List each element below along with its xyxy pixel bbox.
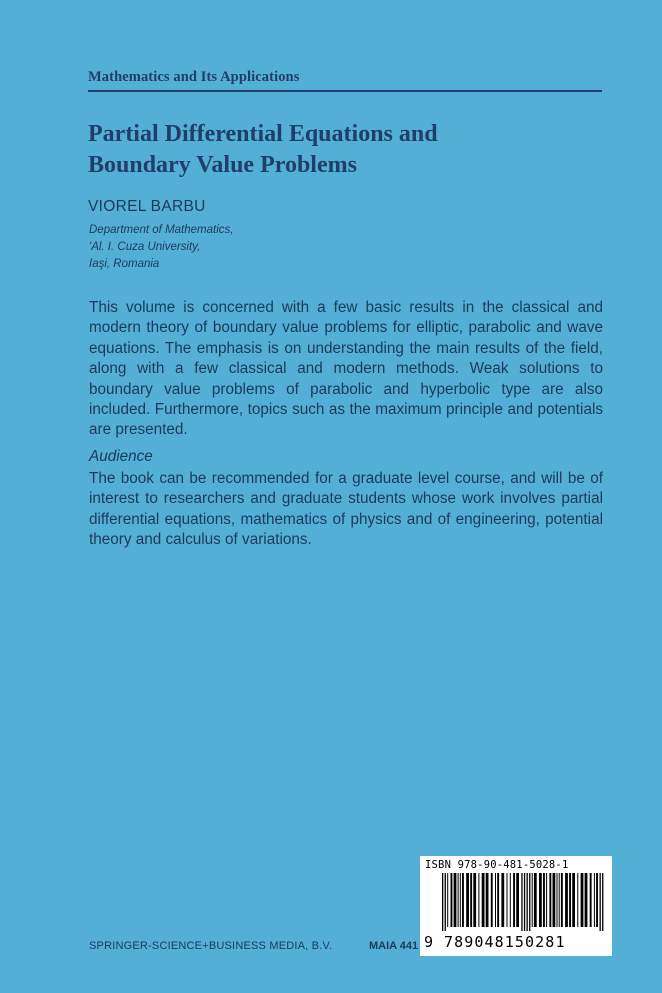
barcode-first-digit: 9: [424, 933, 434, 951]
barcode-bars: [442, 873, 606, 931]
audience-text: The book can be recommended for a graduate level course, and will be of interest to researchers and graduate students whose work involves partial differential equations, mathematics of physics and of engineering, potential theory and calculus of variations.: [89, 470, 603, 549]
barcode-bar: [539, 873, 542, 927]
barcode-bar: [572, 873, 575, 927]
barcode-bar: [565, 873, 568, 927]
barcode-bar: [521, 873, 522, 931]
affiliation-line-1: Department of Mathematics,: [89, 224, 234, 236]
barcode-bar: [497, 873, 499, 927]
affiliation-line-2: 'Al. I. Cuza University,: [89, 241, 201, 253]
barcode-bar: [577, 873, 578, 927]
barcode-label: [420, 856, 612, 956]
barcode-bar: [532, 873, 533, 927]
barcode-bar: [534, 873, 537, 927]
barcode-bar: [524, 873, 525, 931]
barcode-bar: [569, 873, 571, 927]
barcode-bar: [466, 873, 469, 927]
author-affiliation: [89, 222, 233, 273]
barcode-bar: [447, 873, 448, 927]
barcode-bar: [445, 873, 446, 931]
barcode-bar: [546, 873, 547, 927]
affiliation-line-3: Iaşi, Romania: [89, 258, 160, 270]
book-title: [88, 119, 602, 181]
barcode-bar: [561, 873, 563, 927]
barcode-bar: [527, 873, 528, 931]
barcode-bar: [585, 873, 588, 927]
book-description: This volume is concerned with a few basic results in the classical and modern theory of boundary value problems for elliptic, parabolic and wave equations. The emphasis is on understanding the main results of the field, along with a few classical and modern methods. Weak solutions to boundary value problems of parabolic and hyperbolic type are also included. Furthermore, topics such as the maximum principle and potentials are presented.: [89, 299, 603, 439]
barcode-bar: [482, 873, 485, 927]
barcode-bar: [473, 873, 476, 927]
barcode-bar: [596, 873, 598, 927]
barcode-bar: [516, 873, 519, 927]
barcode-bar: [581, 873, 584, 927]
barcode-bar: [600, 873, 601, 931]
barcode-bar: [559, 873, 560, 927]
barcode-bar: [458, 873, 459, 927]
barcode-bar: [462, 873, 464, 927]
barcode-bar: [507, 873, 508, 927]
barcode-bar: [454, 873, 457, 927]
book-title-line-1: Partial Differential Equations and: [88, 121, 438, 147]
audience-heading: Audience: [89, 448, 153, 465]
barcode-bar: [594, 873, 595, 927]
barcode-bar: [491, 873, 493, 927]
series-code: MAIA 441: [369, 940, 419, 952]
barcode-bar: [529, 873, 530, 931]
barcode-bar: [451, 873, 453, 927]
barcode-bar: [442, 873, 443, 931]
barcode-bar: [590, 873, 592, 927]
barcode-bar: [470, 873, 472, 927]
author-name: VIOREL BARBU: [88, 198, 206, 215]
barcode-bar: [602, 873, 603, 931]
barcode-bar: [510, 873, 511, 927]
barcode-bar: [501, 873, 504, 927]
barcode-bar: [513, 873, 515, 927]
barcode-bar: [557, 873, 558, 927]
header-rule: [88, 90, 602, 92]
barcode-bar: [478, 873, 479, 927]
book-title-line-2: Boundary Value Problems: [88, 152, 357, 178]
barcode-digits: 789048150281: [444, 933, 566, 951]
barcode-bar: [495, 873, 496, 927]
barcode-bar: [549, 873, 551, 927]
publisher-name: SPRINGER-SCIENCE+BUSINESS MEDIA, B.V.: [89, 940, 333, 952]
barcode-bar: [486, 873, 489, 927]
barcode-bar: [460, 873, 461, 927]
isbn-text: ISBN 978-90-481-5028-1: [425, 859, 569, 871]
series-title: Mathematics and Its Applications: [88, 69, 300, 85]
barcode-bar: [553, 873, 556, 927]
barcode-bar: [543, 873, 545, 927]
